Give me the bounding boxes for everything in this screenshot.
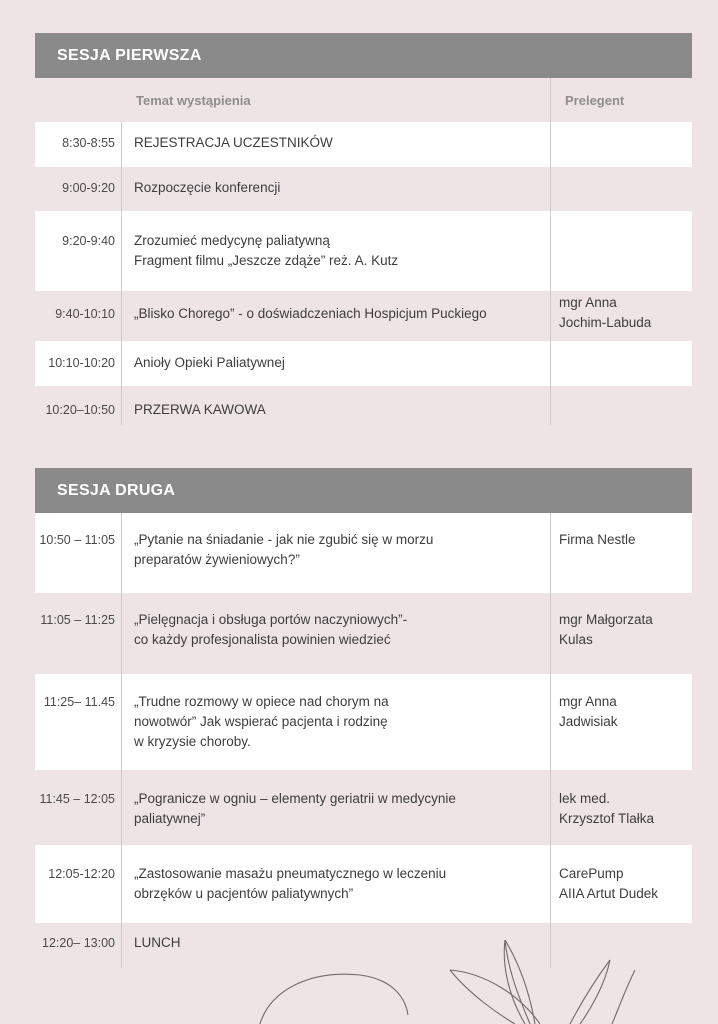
row-time: 11:45 – 12:05 [39, 792, 115, 806]
table-row [35, 386, 692, 431]
column-divider [550, 78, 551, 425]
table-row [35, 845, 692, 923]
column-divider [121, 122, 122, 425]
session-2-title: SESJA DRUGA [35, 468, 692, 513]
row-time: 10:10-10:20 [48, 356, 115, 370]
session-1 [35, 33, 692, 431]
row-topic: „Blisko Chorego” - o doświadczeniach Hospicjum Puckiego [134, 306, 487, 321]
speaker-column-header: Prelegent [565, 93, 625, 108]
row-topic: LUNCH [134, 935, 181, 950]
column-divider [121, 513, 122, 968]
row-time: 12:05-12:20 [48, 867, 115, 881]
row-speaker: lek med. Krzysztof Tlałka [559, 791, 655, 826]
column-headers [35, 78, 692, 122]
table-row [35, 513, 692, 593]
row-time: 10:20–10:50 [45, 403, 115, 417]
row-topic: „Pielęgnacja i obsługa portów naczyniowych”- co każdy profesjonalista powinien wiedzieć [134, 612, 408, 647]
row-topic: REJESTRACJA UCZESTNIKÓW [134, 135, 333, 150]
row-time: 9:40-10:10 [55, 307, 115, 321]
row-topic: „Zastosowanie masażu pneumatycznego w leczeniu obrzęków u pacjentów paliatywnych” [134, 866, 447, 901]
row-time: 11:05 – 11:25 [40, 613, 115, 627]
row-speaker: mgr Małgorzata Kulas [559, 612, 653, 647]
table-row [35, 167, 692, 211]
row-speaker: mgr Anna Jochim-Labuda [559, 295, 652, 330]
table-row [35, 770, 692, 845]
leaf-illustration [240, 925, 660, 1024]
topic-column-header: Temat wystąpienia [136, 93, 251, 108]
row-topic: „Trudne rozmowy w opiece nad chorym na nowotwór” Jak wspierać pacjenta i rodzinę w kryzysie choroby. [134, 694, 389, 749]
table-row [35, 674, 692, 770]
row-topic: PRZERWA KAWOWA [134, 402, 266, 417]
row-speaker: Firma Nestle [559, 532, 636, 547]
column-divider [550, 513, 551, 968]
row-time: 10:50 – 11:05 [39, 533, 115, 547]
row-time: 11:25– 11.45 [43, 695, 115, 709]
row-speaker: CarePump AIIA Artut Dudek [559, 866, 659, 901]
row-time: 12:20– 13:00 [42, 936, 115, 950]
table-row [35, 593, 692, 674]
session-1-title: SESJA PIERWSZA [35, 33, 692, 78]
row-topic: „Pytanie na śniadanie - jak nie zgubić się w morzu preparatów żywieniowych?” [134, 532, 434, 567]
row-time: 9:00-9:20 [62, 181, 115, 195]
row-topic: „Pogranicze w ogniu – elementy geriatrii w medycynie paliatywnej” [134, 791, 456, 826]
table-row [35, 291, 692, 341]
row-topic: Anioły Opieki Paliatywnej [134, 355, 285, 370]
row-topic: Rozpoczęcie konferencji [134, 180, 281, 195]
table-row [35, 211, 692, 291]
row-time: 9:20-9:40 [62, 234, 115, 248]
row-speaker: mgr Anna Jadwisiak [559, 694, 618, 729]
row-topic: Zrozumieć medycynę paliatywną Fragment filmu „Jeszcze zdąże” reż. A. Kutz [134, 233, 399, 268]
table-row [35, 341, 692, 386]
table-row [35, 122, 692, 167]
session-2 [35, 468, 692, 968]
row-time: 8:30-8:55 [62, 136, 115, 150]
